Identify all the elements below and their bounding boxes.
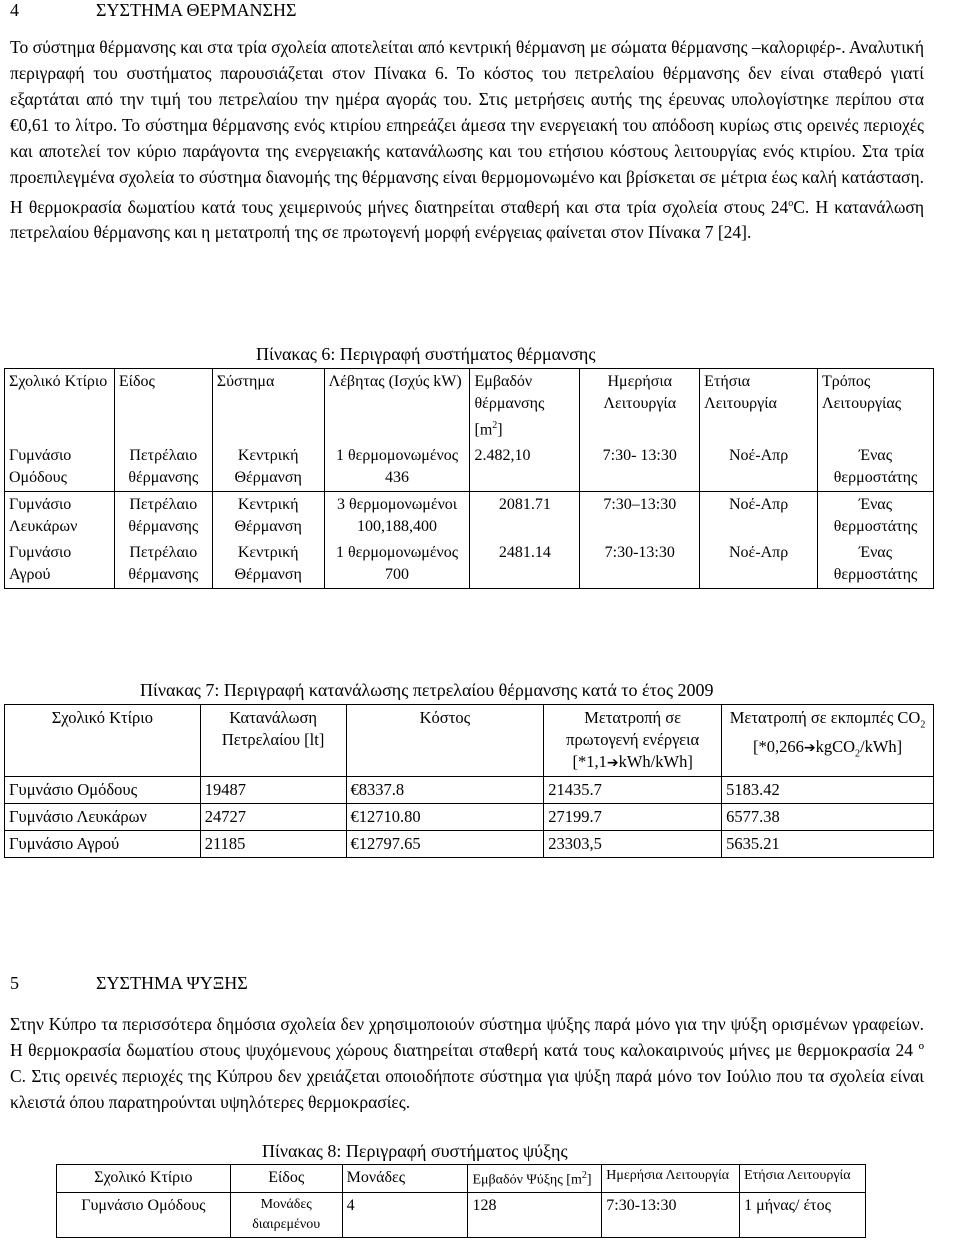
table-cell: Γυμνάσιο Αγρού <box>5 831 201 858</box>
section-5-heading <box>10 973 248 994</box>
table-row <box>57 1192 866 1237</box>
header-cell: Ετήσια Λειτουργία <box>740 1165 866 1193</box>
header-cell: Ημερήσια Λειτουργία <box>580 369 700 444</box>
table-cell: Γυμνάσιο Ομόδους <box>5 777 201 804</box>
arrow-icon: ➔ <box>803 740 816 757</box>
table-cell: 7:30- 13:30 <box>580 443 700 492</box>
table-8 <box>56 1164 866 1238</box>
table-cell: Πετρέλαιο θέρμανσης <box>114 443 212 492</box>
table-row <box>5 831 934 858</box>
header-cell: Εμβαδόν Ψύξης $[m^2]$ <box>468 1165 602 1193</box>
table-cell: Ένας θερμοστάτης <box>818 492 934 541</box>
header-cell: Λέβητας (Ισχύς kW) <box>324 369 470 444</box>
section-4-heading <box>10 0 296 21</box>
header-cell: Μετατροπή σε πρωτογενή ενέργεια [*1,1➔kWh/kWh] <box>544 705 722 777</box>
table-cell: 6577.38 <box>722 804 934 831</box>
section-title: ΣΥΣΤΗΜΑ ΨΥΞΗΣ <box>96 973 248 993</box>
degree-sup: ο <box>788 197 794 209</box>
header-cell: Μετατροπή σε εκπομπές $CO_2$ [*0,266➔kgCO$_2$/kWh] <box>722 705 934 777</box>
paragraph-text: Το σύστημα θέρμανσης και στα τρία σχολεία αποτελείται από κεντρική θέρμανση με σώματα θέρμανσης –καλοριφέρ-. Αναλυτική περιγραφή του συστήματος παρουσιάζεται στον Πίνακα 6. Το κόστος του πετρελαίου θέρμανσης δεν είναι σταθερό γιατί εξαρτάται από την τιμή του πετρελαίου την ημέρα αγοράς του. Στις μετρήσεις αυτής της έρευνας υπολογίστηκε περίπου στα €0,61 το λίτρο. Το σύστημα θέρμανσης ενός κτιρίου επηρεάζει άμεσα την ενεργειακή του απόδοση κυρίως στις ορεινές περιοχές και αποτελεί τον κύριο παράγοντα της ενεργειακής κατανάλωσης και του ετήσιου κόστους λειτουργίας ενός κτιρίου. Στα τρία προεπιλεγμένα σχολεία το σύστημα διανομής της θέρμανσης είναι θερμομονωμένο και βρίσκεται σε μέτρια έως καλή κατάσταση. Η θερμοκρασία δωματίου κατά τους χειμερινούς μήνες διατηρείται σταθερή και στα τρία σχολεία στους 24 <box>10 37 924 217</box>
table-cell: 3 θερμομονωμένοι 100,188,400 <box>324 492 470 541</box>
table-cell: 7:30–13:30 <box>580 492 700 541</box>
section-title: ΣΥΣΤΗΜΑ ΘΕΡΜΑΝΣΗΣ <box>96 0 297 20</box>
table-cell: 5183.42 <box>722 777 934 804</box>
header-cell: Σχολικό Κτίριο <box>5 705 201 777</box>
table-row <box>5 443 934 492</box>
table-cell: Μονάδες διαιρεμένου <box>230 1192 342 1237</box>
header-cell: Σχολικό Κτίριο <box>57 1165 231 1193</box>
header-cell: Ημερήσια Λειτουργία <box>602 1165 740 1193</box>
table-cell: Πετρέλαιο θέρμανσης <box>114 492 212 541</box>
table-cell: 19487 <box>200 777 346 804</box>
table-cell: 2081.71 <box>470 492 580 541</box>
table-cell: Νοέ-Απρ <box>700 443 818 492</box>
header-cell: Είδος <box>230 1165 342 1193</box>
table-cell: €8337.8 <box>346 777 544 804</box>
header-cell: Σύστημα <box>212 369 324 444</box>
table-cell: 23303,5 <box>544 831 722 858</box>
table-cell: Κεντρική Θέρμανση <box>212 540 324 589</box>
section-number: 4 <box>10 0 19 20</box>
section-5-paragraph: Στην Κύπρο τα περισσότερα δημόσια σχολεία δεν χρησιμοποιούν σύστημα ψύξης παρά μόνο για την ψύξη ορισμένων γραφείων. Η θερμοκρασία δωματίου στους ψυχόμενους χώρους διατηρείται σταθερή κατά τους καλοκαιρινούς μήνες με θερμοκρασία 24 º C. Στις ορεινές περιοχές της Κύπρου δεν χρειάζεται οποιοδήποτε σύστημα για ψύξη παρά μόνο τον Ιούλιο που τα σχολεία είναι κλειστά όπου παρατηρούνται υψηλότερες θερμοκρασίες. <box>10 1014 924 1113</box>
table-cell: 1 θερμομονωμένος 700 <box>324 540 470 589</box>
table-cell: Νοέ-Απρ <box>700 492 818 541</box>
section-4-paragraph <box>10 34 924 246</box>
header-cell: Ετήσια Λειτουργία <box>700 369 818 444</box>
table-8-caption: Πίνακας 8: Περιγραφή συστήματος ψύξης <box>262 1141 568 1161</box>
table-cell: 2481.14 <box>470 540 580 589</box>
table-6 <box>4 368 934 589</box>
table-header-row <box>57 1165 866 1193</box>
table-cell: Νοέ-Απρ <box>700 540 818 589</box>
arrow-icon: ➔ <box>606 755 619 771</box>
header-cell: Σχολικό Κτίριο <box>5 369 115 444</box>
table-row <box>5 777 934 804</box>
header-cell: Μονάδες <box>342 1165 468 1193</box>
table-cell: 5635.21 <box>722 831 934 858</box>
table-cell: Κεντρική Θέρμανση <box>212 443 324 492</box>
table-cell: 128 <box>468 1192 602 1237</box>
paragraph-tail: C. Η κατανάλωση πετρελαίου θέρμανσης και η μετατροπή της σε πρωτογενή μορφή ενέργειας φαίνεται στον Πίνακα 7 [24]. <box>10 196 924 243</box>
header-cell: Κόστος <box>346 705 544 777</box>
table-cell: €12797.65 <box>346 831 544 858</box>
table-7 <box>4 704 934 858</box>
table-cell: 27199.7 <box>544 804 722 831</box>
header-cell: Είδος <box>114 369 212 444</box>
table-cell: €12710.80 <box>346 804 544 831</box>
table-row <box>5 540 934 589</box>
table-cell: 1 μήνας/ έτος <box>740 1192 866 1237</box>
table-cell: 24727 <box>200 804 346 831</box>
table-cell: Κεντρική Θέρμανση <box>212 492 324 541</box>
table-cell: Γυμνάσιο Λευκάρων <box>5 804 201 831</box>
table-6-caption: Πίνακας 6: Περιγραφή συστήματος θέρμανσης <box>256 344 596 364</box>
table-header-row <box>5 369 934 444</box>
table-cell: Γυμνάσιο Ομόδους <box>57 1192 231 1237</box>
table-cell: Πετρέλαιο θέρμανσης <box>114 540 212 589</box>
table-cell: 21185 <box>200 831 346 858</box>
table-cell: Γυμνάσιο Αγρού <box>5 540 115 589</box>
table-cell: Ένας θερμοστάτης <box>818 443 934 492</box>
table-cell: Γυμνάσιο Λευκάρων <box>5 492 115 541</box>
table-row <box>5 492 934 541</box>
table-cell: 1 θερμομονωμένος 436 <box>324 443 470 492</box>
section-number: 5 <box>10 973 19 993</box>
header-cell: Τρόπος Λειτουργίας <box>818 369 934 444</box>
table-cell: Γυμνάσιο Ομόδους <box>5 443 115 492</box>
table-cell: 2.482,10 <box>470 443 580 492</box>
table-7-caption: Πίνακας 7: Περιγραφή κατανάλωσης πετρελαίου θέρμανσης κατά το έτος 2009 <box>140 680 714 700</box>
table-cell: 7:30-13:30 <box>580 540 700 589</box>
table-header-row <box>5 705 934 777</box>
header-cell: Εμβαδόν θέρμανσης $[m^2]$ <box>470 369 580 444</box>
header-cell: Κατανάλωση Πετρελαίου [lt] <box>200 705 346 777</box>
table-row <box>5 804 934 831</box>
table-cell: 7:30-13:30 <box>602 1192 740 1237</box>
table-cell: 4 <box>342 1192 468 1237</box>
table-cell: Ένας θερμοστάτης <box>818 540 934 589</box>
table-cell: 21435.7 <box>544 777 722 804</box>
